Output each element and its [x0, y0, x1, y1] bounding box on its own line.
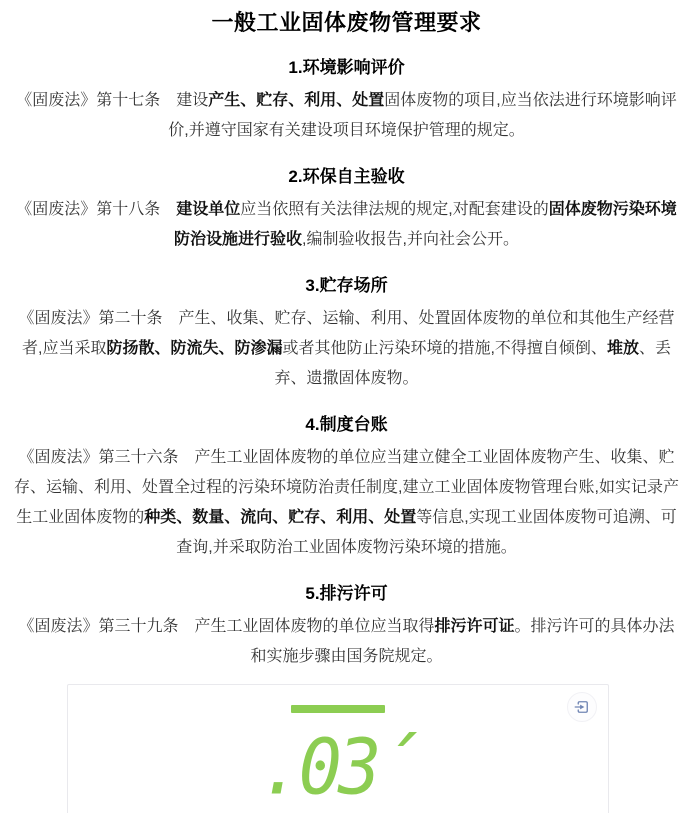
enter-icon[interactable] [567, 692, 597, 722]
section-paragraph [14, 86, 679, 146]
body-text: 应当依照有关法律法规的规定,对配套建设的 [240, 201, 549, 218]
body-text: 《固废法》第二十条 产生、收集、贮存、运输、利用、处置固体废物的单位和其他生产经营者,应当采取 [18, 310, 675, 357]
emphasis-text: 固体废物污染环境防治设施进行验收 [174, 201, 677, 248]
section-number: .03´ [259, 722, 417, 812]
section [14, 56, 679, 146]
section-heading: 4.制度台账 [305, 415, 388, 434]
section-heading: 2.环保自主验收 [288, 167, 405, 186]
section-paragraph [14, 443, 679, 563]
body-text: 等信息,实现工业固体废物可追溯、可查询,并采取防治工业固体废物污染环境的措施。 [176, 509, 677, 556]
body-text: 《固废法》第三十九条 产生工业固体废物的单位应当取得 [18, 618, 435, 635]
section-divider-card [67, 684, 609, 813]
emphasis-text: 堆放 [606, 340, 639, 357]
section-heading: 5.排污许可 [305, 584, 388, 603]
section-heading: 1.环境影响评价 [288, 58, 405, 77]
body-text: 。排污许可的具体办法和实施步骤由国务院规定。 [250, 618, 675, 665]
body-text: 或者其他防止污染环境的措施,不得擅自倾倒、 [282, 340, 607, 357]
enter-icon-glyph [573, 698, 591, 716]
body-text: 《固废法》第三十六条 产生工业固体废物的单位应当建立健全工业固体废物产生、收集、贮存、运输、利用、处置全过程的污染环境防治责任制度,建立工业固体废物管理台账,如实记录产生工业固体废物的 [14, 449, 679, 526]
body-text: 固体废物的项目,应当依法进行环境影响评价,并遵守国家有关建设项目环境保护管理的规定。 [168, 92, 677, 139]
emphasis-text: 建设单位 [176, 201, 241, 218]
section-heading: 3.贮存场所 [305, 276, 388, 295]
section-paragraph [14, 612, 679, 672]
body-text: ,编制验收报告,并向社会公开。 [302, 231, 519, 248]
body-text: 、丢弃、遗撒固体废物。 [274, 340, 671, 387]
section [14, 582, 679, 672]
body-text: 《固废法》第十七条 建设 [16, 92, 209, 109]
section-paragraph [14, 304, 679, 394]
section-paragraph [14, 195, 679, 255]
accent-bar [291, 705, 385, 713]
sections-container [14, 56, 679, 672]
body-text: 《固废法》第十八条 [16, 201, 177, 218]
document [0, 9, 693, 813]
emphasis-text: 种类、数量、流向、贮存、利用、处置 [144, 509, 417, 526]
section [14, 413, 679, 563]
section [14, 274, 679, 394]
emphasis-text: 防扬散、防流失、防渗漏 [106, 340, 283, 357]
section [14, 165, 679, 255]
emphasis-text: 排污许可证 [434, 618, 515, 635]
page-title: 一般工业固体废物管理要求 [211, 10, 482, 35]
emphasis-text: 产生、贮存、利用、处置 [208, 92, 385, 109]
